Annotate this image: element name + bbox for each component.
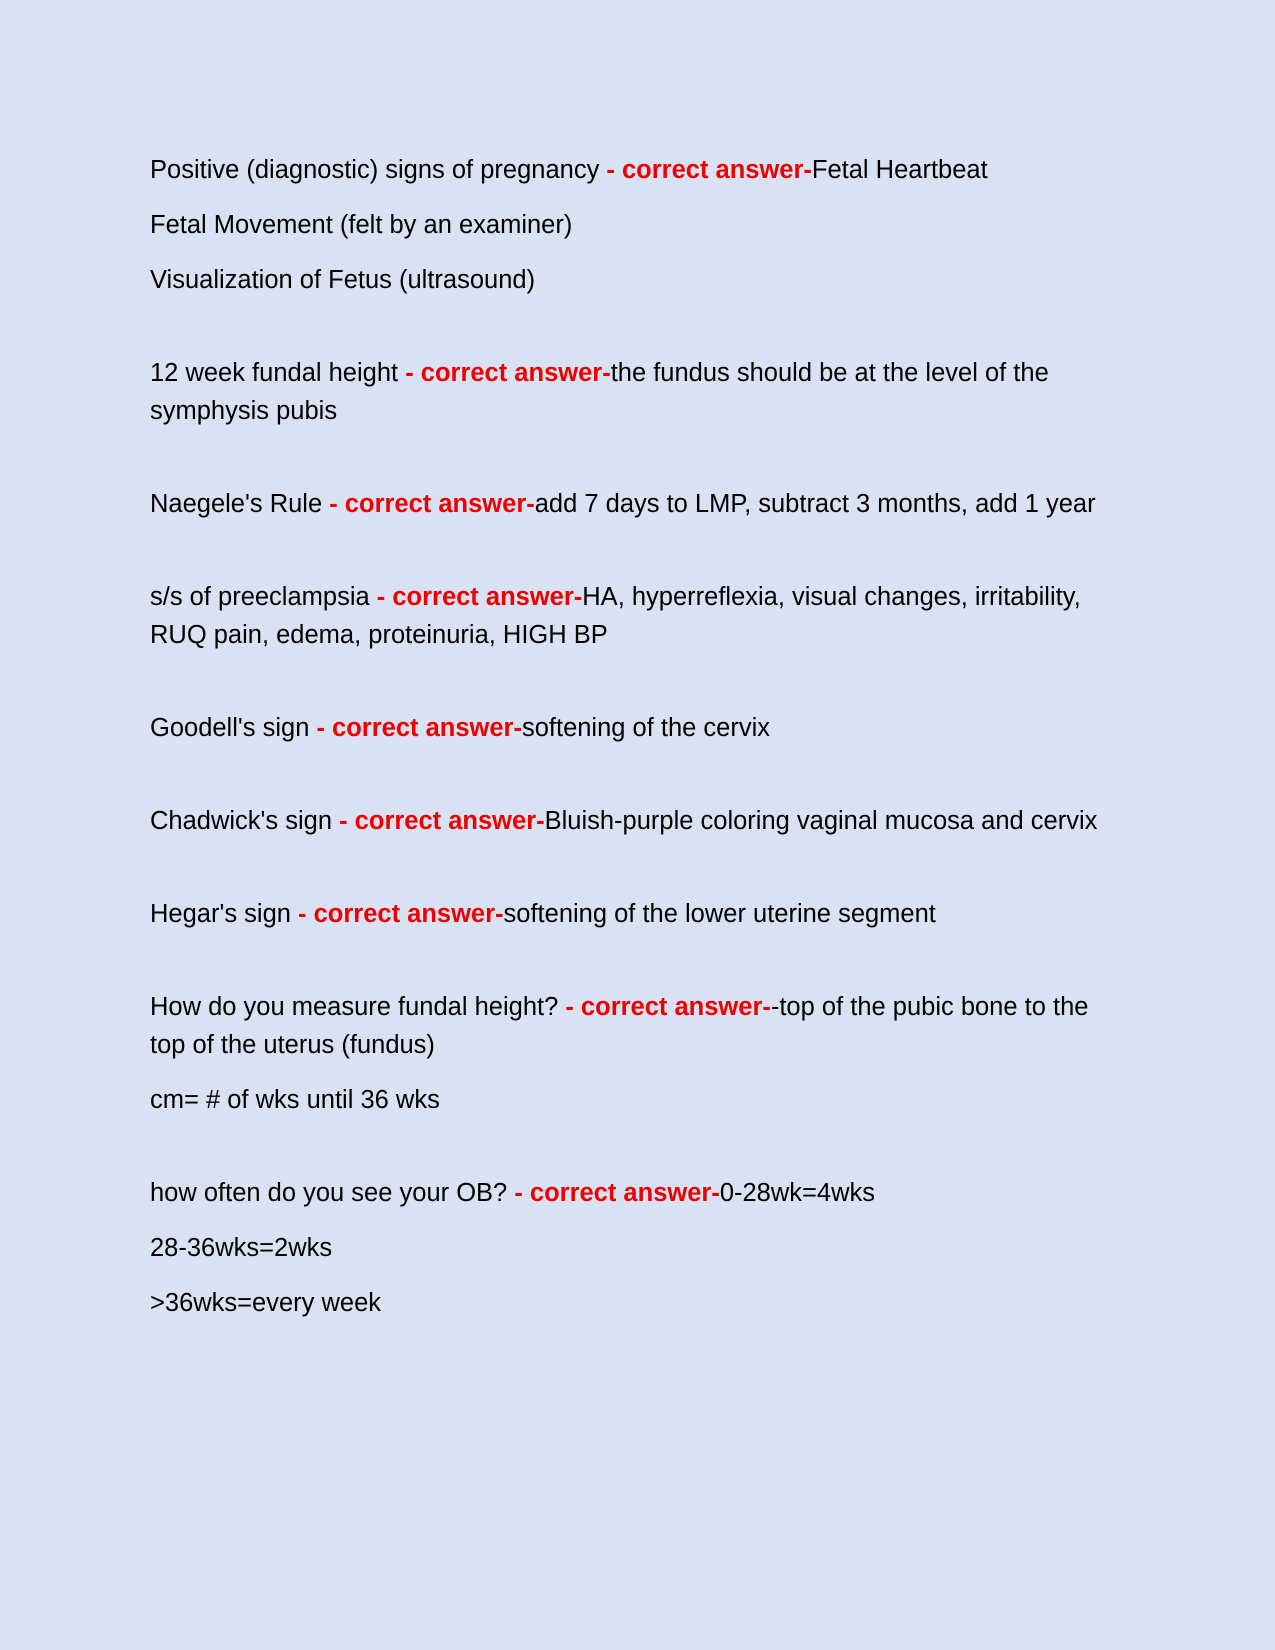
- flashcard-first-line: [150, 709, 1130, 747]
- flashcard: [150, 354, 1130, 430]
- correct-answer-separator: - correct answer-: [565, 993, 771, 1021]
- question-text: Naegele's Rule: [150, 490, 330, 518]
- flashcard: [150, 895, 1130, 933]
- answer-line: [150, 1229, 1130, 1267]
- flashcard: [150, 578, 1130, 654]
- flashcard-first-line: [150, 988, 1130, 1064]
- correct-answer-separator: - correct answer-: [316, 714, 522, 742]
- flashcard-first-line: [150, 802, 1130, 840]
- correct-answer-separator: - correct answer-: [606, 156, 812, 184]
- card-spacer: [150, 933, 1130, 988]
- card-spacer: [150, 747, 1130, 802]
- answer-text: add 7 days to LMP, subtract 3 months, add 1 year: [534, 490, 1096, 518]
- question-text: How do you measure fundal height?: [150, 993, 566, 1021]
- flashcard: [150, 709, 1130, 747]
- answer-line: [150, 206, 1130, 244]
- flashcard-first-line: [150, 151, 1130, 189]
- answer-line: [150, 1284, 1130, 1322]
- question-text: Chadwick's sign: [150, 807, 340, 835]
- card-spacer: [150, 523, 1130, 578]
- flashcard: [150, 988, 1130, 1119]
- flashcard: [150, 1174, 1130, 1322]
- answer-text: >36wks=every week: [150, 1289, 382, 1317]
- answer-text: softening of the lower uterine segment: [503, 900, 936, 928]
- answer-text: HA, hyperreflexia, visual changes, irritability, RUQ pain, edema, proteinuria, HIGH BP: [150, 583, 1081, 649]
- question-text: Hegar's sign: [150, 900, 299, 928]
- flashcard: [150, 151, 1130, 299]
- question-text: s/s of preeclampsia: [150, 583, 377, 611]
- card-spacer: [150, 654, 1130, 709]
- answer-text: cm= # of wks until 36 wks: [150, 1086, 440, 1114]
- answer-line: [150, 261, 1130, 299]
- correct-answer-separator: - correct answer-: [514, 1179, 720, 1207]
- question-text: how often do you see your OB?: [150, 1179, 515, 1207]
- correct-answer-separator: - correct answer-: [339, 807, 545, 835]
- answer-text: 0-28wk=4wks: [719, 1179, 876, 1207]
- flashcard-first-line: [150, 485, 1130, 523]
- question-text: Goodell's sign: [150, 714, 317, 742]
- question-text: 12 week fundal height: [150, 359, 406, 387]
- answer-text: the fundus should be at the level of the symphysis pubis: [150, 359, 1049, 425]
- answer-text: Visualization of Fetus (ultrasound): [150, 266, 536, 294]
- question-text: Positive (diagnostic) signs of pregnancy: [150, 156, 607, 184]
- correct-answer-separator: - correct answer-: [405, 359, 611, 387]
- correct-answer-separator: - correct answer-: [298, 900, 504, 928]
- answer-text: softening of the cervix: [521, 714, 771, 742]
- flashcard: [150, 802, 1130, 840]
- answer-text: Fetal Heartbeat: [811, 156, 988, 184]
- flashcard-first-line: [150, 1174, 1130, 1212]
- answer-text: 28-36wks=2wks: [150, 1234, 333, 1262]
- correct-answer-separator: - correct answer-: [376, 583, 583, 611]
- card-spacer: [150, 1119, 1130, 1174]
- answer-text: Fetal Movement (felt by an examiner): [150, 211, 573, 239]
- flashcard-first-line: [150, 578, 1130, 654]
- flashcard-list: [150, 151, 1130, 1322]
- card-spacer: [150, 840, 1130, 895]
- card-spacer: [150, 430, 1130, 485]
- answer-line: [150, 1081, 1130, 1119]
- card-spacer: [150, 299, 1130, 354]
- flashcard-first-line: [150, 895, 1130, 933]
- correct-answer-separator: - correct answer-: [329, 490, 535, 518]
- answer-text: Bluish-purple coloring vaginal mucosa and cervix: [544, 807, 1098, 835]
- flashcard: [150, 485, 1130, 523]
- flashcard-first-line: [150, 354, 1130, 430]
- answer-text: -top of the pubic bone to the top of the uterus (fundus): [150, 993, 1089, 1059]
